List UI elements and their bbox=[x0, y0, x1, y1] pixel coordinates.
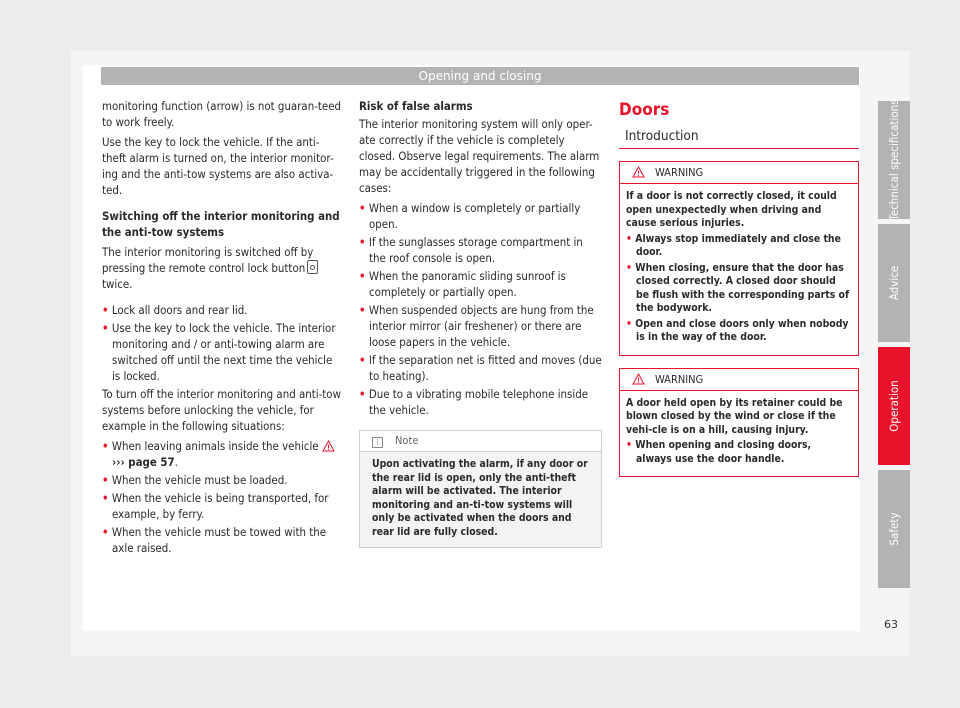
warning-box bbox=[619, 161, 859, 356]
page-reference-link[interactable]: ››› page 57 bbox=[112, 455, 175, 469]
list-item: • When the vehicle must be towed with the axle raised. bbox=[102, 525, 327, 555]
tab-safety[interactable]: Safety bbox=[878, 470, 910, 588]
list-item: • Open and close doors only when nobody is in the way of the door. bbox=[626, 317, 849, 343]
warning-box bbox=[619, 368, 859, 478]
lock-button-icon bbox=[307, 260, 318, 274]
warning-text: If a door is not correctly closed, it could open unexpectedly when driving and cause serious injuries. • Always stop immediately and close the door. • When closing, ensure that the door has closed correctly. A closed door should be flush with the corresponding parts of the bodywork. • Open and close doors only when nobody is in the way of the door. bbox=[626, 190, 850, 343]
list-item: • When leaving animals inside the vehicle ››› page 57. bbox=[102, 438, 342, 470]
page-header: Opening and closing bbox=[101, 67, 859, 85]
section-title: Doors bbox=[619, 100, 670, 120]
note-header: i Note bbox=[360, 431, 601, 452]
list-item: • Lock all doors and rear lid. bbox=[102, 303, 248, 317]
list-item: • Always stop immediately and close the door. bbox=[626, 232, 841, 258]
list-item: • When suspended objects are hung from the interior mirror (air freshener) or there are loose papers in the vehicle. bbox=[359, 303, 594, 349]
paragraph-text: twice. bbox=[102, 277, 133, 291]
tab-technical-specifications[interactable]: Technical specifications bbox=[878, 101, 910, 219]
section-heading: Risk of false alarms bbox=[359, 99, 473, 113]
note-icon: i bbox=[372, 437, 383, 448]
list-item: • When the panoramic sliding sunroof is completely or partially open. bbox=[359, 269, 566, 299]
page-number: 63 bbox=[884, 618, 898, 631]
warning-text: A door held open by its retainer could be blown closed by the wind or close if the vehi-cle is on a hill, causing injury. • When opening and closing doors, always use the door handle. bbox=[620, 391, 858, 477]
paragraph: monitoring function (arrow) is not guaran-teed to work freely. bbox=[102, 99, 342, 129]
list-item: • Due to a vibrating mobile telephone inside the vehicle. bbox=[359, 387, 589, 417]
section-heading: Switching off the interior monitoring and the anti-tow systems bbox=[102, 209, 340, 239]
paragraph: The interior monitoring system will only oper-ate correctly if the vehicle is completely closed. Observe legal requirements. The alarm may be accidentally triggered in the following cases: bbox=[359, 117, 600, 195]
column-2 bbox=[359, 98, 602, 548]
paragraph-text: The interior monitoring is switched off by pressing the remote control lock button bbox=[102, 245, 314, 275]
list-item: • Use the key to lock the vehicle. The interior monitoring and / or anti-towing alarm are switched off until the next time the vehicle is locked. bbox=[102, 321, 336, 383]
paragraph: To turn off the interior monitoring and anti-tow systems before unlocking the vehicle, for example in the following situations: bbox=[102, 387, 341, 433]
warning-header: WARNING bbox=[620, 369, 858, 391]
list-item: • When the vehicle must be loaded. bbox=[102, 473, 288, 487]
list-item: • When the vehicle is being transported, for example, by ferry. bbox=[102, 491, 329, 521]
list-item: • When a window is completely or partially open. bbox=[359, 201, 581, 231]
tab-advice[interactable]: Advice bbox=[878, 224, 910, 342]
paragraph: Use the key to lock the vehicle. If the anti-theft alarm is turned on, the interior monitor-ing and the anti-tow systems are also activa-ted. bbox=[102, 135, 334, 197]
tab-operation[interactable]: Operation bbox=[878, 347, 910, 465]
column-1 bbox=[102, 98, 342, 558]
list-item: • When closing, ensure that the door has closed correctly. A closed door should be flush with the corresponding parts of the bodywork. bbox=[626, 261, 850, 314]
list-item: • If the sunglasses storage compartment in the roof console is open. bbox=[359, 235, 583, 265]
warning-triangle-icon bbox=[632, 373, 645, 385]
column-3 bbox=[619, 98, 859, 489]
note-text: Upon activating the alarm, if any door or the rear lid is open, only the anti-theft alarm will be activated. The interior monitoring and an-ti-tow systems will only be activated when the doors and rear lid are fully closed. bbox=[372, 458, 588, 538]
list-item: • If the separation net is fitted and moves (due to heating). bbox=[359, 353, 602, 383]
warning-triangle-icon bbox=[632, 166, 645, 178]
subsection-title: Introduction bbox=[619, 126, 859, 149]
note-box bbox=[359, 430, 602, 548]
warning-header: WARNING bbox=[620, 162, 858, 184]
list-item: • When opening and closing doors, always use the door handle. bbox=[626, 439, 812, 465]
paragraph bbox=[102, 244, 342, 292]
warning-triangle-icon bbox=[322, 440, 335, 452]
